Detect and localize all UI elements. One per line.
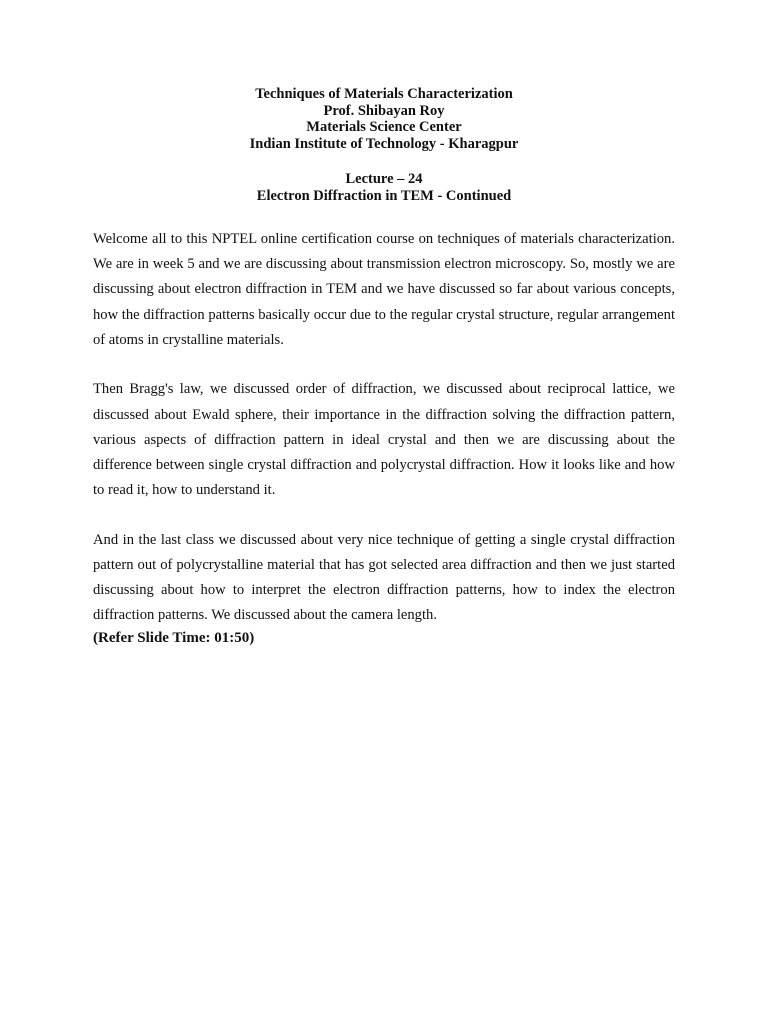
lecture-heading [0,171,768,204]
professor-name: Prof. Shibayan Roy [323,102,445,119]
lecture-title: Electron Diffraction in TEM - Continued [256,187,512,204]
department-name: Materials Science Center [306,119,462,135]
lecture-number: Lecture – 24 [345,171,423,187]
course-title: Techniques of Materials Characterization [255,86,513,102]
refer-slide-time: (Refer Slide Time: 01:50) [93,629,255,646]
document-header [0,86,768,152]
paragraph: Then Bragg's law, we discussed order of diffraction, we discussed about reciprocal lattice, we discussed about Ewald sphere, their importance in the diffraction solving the diffraction pattern, various aspects of diffraction pattern in ideal crystal and then we are discussing about the difference between single crystal diffraction and polycrystal diffraction. How it looks like and how to read it, how to understand it. [93,381,675,499]
institute-name: Indian Institute of Technology - Kharagpur [249,135,519,152]
paragraph: Welcome all to this NPTEL online certification course on techniques of materials characterization. We are in week 5 and we are discussing about transmission electron microscopy. So, mostly we are discussing about electron diffraction in TEM and we have discussed so far about various concepts, how the diffraction patterns basically occur due to the regular crystal structure, regular arrangement of atoms in crystalline materials. [93,231,675,348]
transcript-body [93,227,675,647]
paragraph: And in the last class we discussed about very nice technique of getting a single crystal diffraction pattern out of polycrystalline material that has got selected area diffraction and then we just started discussing about how to interpret the electron diffraction patterns, how to index the electron diffraction patterns. We discussed about the camera length. [93,531,675,624]
